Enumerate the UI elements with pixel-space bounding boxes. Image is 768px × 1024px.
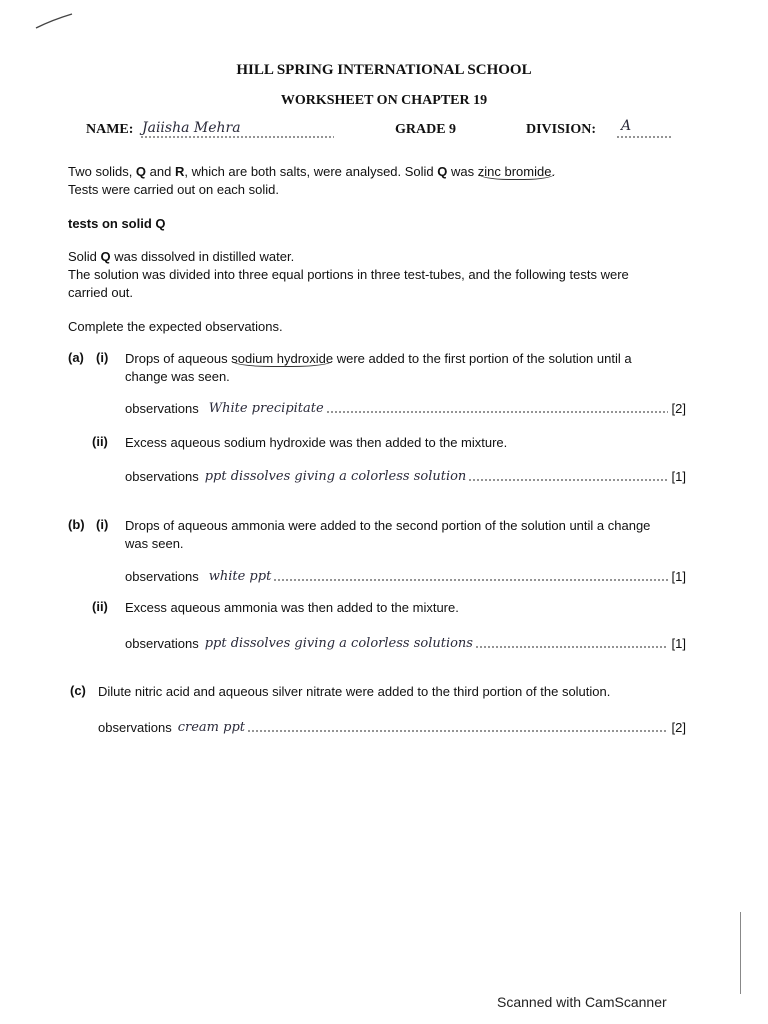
marks-a-i: [2] (671, 401, 686, 416)
question-a-i-line-1 (125, 350, 695, 368)
intro-r: R (174, 164, 185, 179)
observation-row-b-ii (125, 633, 686, 651)
question-a-ii-label: (ii) (92, 434, 108, 449)
question-text: Drops of aqueous (125, 351, 232, 366)
intro-q: Q (437, 164, 448, 179)
marks-b-ii: [1] (671, 636, 686, 651)
answer-b-i: white ppt (208, 569, 272, 584)
observations-label: observations (98, 720, 172, 735)
question-c-label: (c) (70, 683, 86, 698)
question-c-text: Dilute nitric acid and aqueous silver nitrate were added to the third portion of the solution. (98, 684, 611, 699)
answer-c: cream ppt (177, 720, 245, 735)
observations-label: observations (125, 401, 199, 416)
answer-dotted-line (273, 579, 667, 581)
answer-a-ii: ppt dissolves giving a colorless solution (204, 469, 467, 484)
scanner-watermark: Scanned with CamScanner (497, 994, 667, 1010)
question-b-i-line-2: was seen. (125, 536, 184, 551)
observation-row-b-i (125, 566, 686, 584)
question-b-i-label: (i) (96, 517, 109, 532)
question-text: were added to the first portion of the solution until a (333, 351, 632, 366)
intro-text: and (146, 164, 175, 179)
answer-dotted-line (247, 730, 668, 732)
question-b-i-text (125, 517, 695, 553)
question-a-i-text (125, 350, 695, 386)
school-title: HILL SPRING INTERNATIONAL SCHOOL (236, 62, 532, 78)
answer-dotted-line (475, 646, 668, 648)
marks-a-ii: [1] (671, 469, 686, 484)
observations-label: observations (125, 469, 199, 484)
section-heading: tests on solid Q (68, 216, 166, 231)
intro-line-2: Tests were carried out on each solid. (68, 182, 279, 197)
procedure-text: was dissolved in distilled water. (110, 249, 295, 264)
intro-q: Q (135, 164, 147, 179)
observation-row-a-ii (125, 466, 686, 484)
procedure-text: Solid (68, 249, 101, 264)
name-value: Jaiisha Mehra (142, 120, 241, 136)
question-a-i-label: (i) (96, 350, 109, 365)
observation-row-c (98, 717, 686, 735)
question-b-ii-label: (ii) (92, 599, 108, 614)
procedure-line-1 (68, 248, 708, 266)
observations-label: observations (125, 569, 199, 584)
zinc-bromide-text: zinc bromide. (477, 164, 556, 179)
question-b-ii-text: Excess aqueous ammonia was then added to the mixture. (125, 600, 459, 615)
observation-row-a-i (125, 398, 686, 416)
student-info-row (86, 118, 686, 142)
observations-label: observations (125, 636, 199, 651)
answer-a-i: White precipitate (208, 401, 324, 416)
answer-dotted-line (468, 479, 667, 481)
sodium-hydroxide-text: sodium hydroxide (231, 351, 334, 366)
grade-label: GRADE 9 (395, 122, 457, 137)
division-dotted-line (616, 136, 672, 138)
intro-line-1 (68, 163, 708, 181)
procedure-paragraph (68, 248, 708, 302)
name-dotted-line (140, 136, 334, 138)
question-b-label: (b) (68, 517, 85, 532)
question-a-i-line-2: change was seen. (125, 369, 230, 384)
question-a-ii-text: Excess aqueous sodium hydroxide was then added to the mixture. (125, 435, 508, 450)
division-label: DIVISION: (526, 122, 597, 137)
pen-stroke-mark (30, 8, 80, 34)
worksheet-title: WORKSHEET ON CHAPTER 19 (280, 93, 488, 108)
procedure-line-2: The solution was divided into three equal portions in three test-tubes, and the following tests were (68, 267, 629, 282)
page-edge-line (740, 912, 741, 994)
answer-b-ii: ppt dissolves giving a colorless solutions (204, 636, 473, 651)
question-b-i-line-1: Drops of aqueous ammonia were added to the second portion of the solution until a change (125, 518, 651, 533)
question-a-label: (a) (68, 350, 84, 365)
marks-c: [2] (671, 720, 686, 735)
name-label: NAME: (86, 122, 134, 137)
intro-text: was (447, 164, 478, 179)
procedure-q: Q (100, 249, 111, 264)
intro-text: , which are both salts, were analysed. Solid (184, 164, 438, 179)
intro-text: Two solids, (68, 164, 136, 179)
division-value: A (621, 118, 632, 134)
marks-b-i: [1] (671, 569, 686, 584)
procedure-line-3: carried out. (68, 285, 134, 300)
answer-dotted-line (326, 411, 668, 413)
intro-paragraph (68, 163, 708, 199)
instruction: Complete the expected observations. (68, 319, 283, 334)
